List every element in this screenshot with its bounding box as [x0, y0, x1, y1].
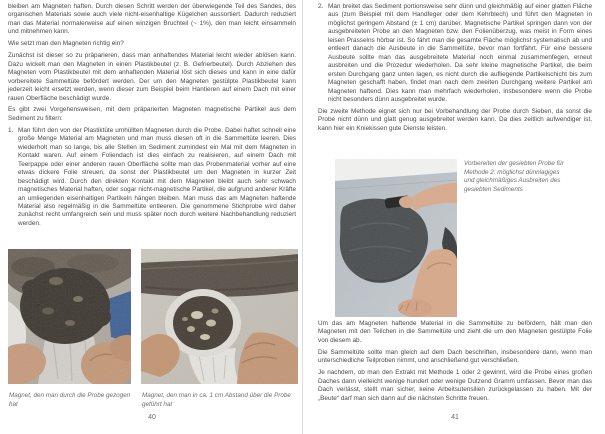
- photo-caption-distance: Magnet, den man in ca. 1 cm Abstand über die Probe geführt hat: [142, 392, 291, 408]
- photo-magnet-above-probe: [141, 249, 298, 384]
- list-text-2: Man breitet das Sediment portionsweise sehr dünn und gleichmäßig auf einer glatten Fläche aus (zum Beispiel mit dem Handfeger oder dem Kehrblech) und führt den Magneten in möglichst geringem Abstand (± 1 cm) darüber. Magnetische Partikel springen dann von der ausgebreiteten Probe an den Magneten bzw. den Folienüberzug, was meist in Form eines leisen Prasselns hörbar ist. So fährt man die gesamte Fläche möglichst systematisch ab und entleert danach die Ausbeute in die Sammeltüte, bevor man fortfährt. Für eine bessere Ausbeute sollte man das ausgebreitete Material noch einmal zusammenfegen, erneut ausbreiten und die Prozedur wiederholen. Da sehr kleine magnetische Partikel, die beim ersten Durchgang ganz unten lagen, es nicht durch die aufliegende Partikelschicht bis zum Magneten geschafft haben, findet man nach dem zweiten Durchgang weitere Partikel am Magneten haftend. Dies kann man mehrfach wiederholen, insbesondere wenn die Probe nicht besonders dünn ausgebreitet wurde.: [328, 3, 592, 103]
- para-second-method: Die zweite Methode eignet sich nur bei Vorbehandlung der Probe durch Sieben, da sonst die Probe nicht dünn und glatt genug ausgebreitet werden kann. Da dies zeitlich aufwendiger ist, kann hier ein Kniekissen gute Dienste leisten.: [318, 107, 592, 132]
- right-page-text-column: [318, 0, 592, 133]
- photo-spreading-sediment: [335, 159, 457, 317]
- list-text-1: Man führt den von der Plastiktüte umhüllten Magneten durch die Probe. Dabei haftet schnell eine große Menge Material am Magneten und man muss diesen oft in die Sammeltüte leeren. Dies wiederholt man so lange, bis alle Stellen im Sediment zumindest ein Mal mit dem Magneten in Kontakt waren. Auf einem Foliendach ist dies einfach zu realisieren, auf einem Dach mit Teerpappe oder einer anderen rauen Oberfläche sollte man das Probenmaterial vorher auf eine etwas dickere Folie streuen, da sonst der Plastikbeutel um den Magneten in kurzer Zeit beschädigt wird. Durch den direkten Kontakt mit dem Magneten bleibt auch sehr schwach magnetisches Material haften, oder sogar nicht-magnetische Partikel, die aufgrund anderer Kräfte an umliegenden eisenhaltigen Partikeln hängen bleiben. Man muss das am Magneten haftende Material also regelmäßig in die Sammeltüte entleeren. Die genommene Stichprobe wird daher zunächst recht umfangreich sein und muss später noch durch weitere Nachbehandlung reduziert werden.: [18, 126, 296, 227]
- page-40: [8, 0, 296, 434]
- list-number-2: 2.: [318, 3, 324, 10]
- question-heading: Wie setzt man den Magneten richtig ein?: [8, 40, 124, 48]
- para-labeling: Die Sammeltüte sollte man gleich auf dem Dach beschriften, insbesondere dann, wenn man unterschiedliche Teilproben nimmt, und anschließend gut verschließen.: [318, 348, 592, 365]
- photo-caption-spreading: Vorbereiten der gesiebten Probe für Methode 2: möglichst dünnlagiges und gleichmäßiges Ausbreiten des gesiebten Sediments: [464, 160, 564, 193]
- left-page-text-column: [8, 0, 296, 228]
- list-item-2: [318, 3, 592, 104]
- right-page-bottom-text: [318, 320, 592, 407]
- page-41: [318, 0, 592, 434]
- para-intro: bleiben am Magneten haften. Durch diesen Schritt werden der überwiegende Teil des Sandes, des organischen Materials sowie auch viele nicht-eisenhaltige Kügelchen aussortiert. Dadurch reduziert man das Material normalerweise auf einen winzigen Bruchteil (~ 1%), den man leicht einsammeln und mitnehmen kann.: [8, 3, 296, 36]
- photo-magnet-above-probe-illustration: [141, 249, 298, 384]
- para-two-methods: Es gibt zwei Vorgehensweisen, mit dem präparierten Magneten magnetische Partikel aus dem Sediment zu filtern:: [8, 106, 296, 122]
- list-item-1: [8, 127, 296, 228]
- photo-caption-pulled: Magnet, den man durch die Probe gezogen hat: [9, 392, 131, 408]
- photo-magnet-through-probe: [8, 249, 131, 384]
- list-number-1: 1.: [8, 126, 14, 134]
- photo-spreading-sediment-illustration: [335, 159, 457, 317]
- photo-magnet-through-probe-illustration: [8, 249, 131, 384]
- page-number-left: 40: [148, 414, 156, 421]
- para-transfer: Um das am Magneten haftende Material in die Sammeltüte zu befördern, hält man den Magneten mit den Teilchen in die Sammeltüte und zieht die um den Magneten gestülpte Folie von diesem ab.: [318, 320, 592, 344]
- page-number-right: 41: [451, 414, 459, 421]
- para-preparation: Zunächst ist dieser so zu präparieren, dass man anhaftendes Material leicht wieder ablösen kann. Dazu wickelt man den Magneten in einen Plastikbeutel (z. B. Gefrierbeutel). Durch Abziehen des Magneten vom Plastikbeutel mit dem anhaftenden Material löst sich dieses und kann in eine dafür vorbereitete Sammeltüte befördert werden. Der um den Magneten gestülpte Plastikbeutel kann jederzeit leicht ersetzt werden, wenn dieser zum Beispiel beim Hantieren auf einem Dach mit einer rauen Oberfläche beschädigt wurde.: [8, 52, 296, 102]
- para-yield: Je nachdem, ob man den Extrakt mit Methode 1 oder 2 gewinnt, wird die Probe eines großen Daches dann vielleicht wenige hundert oder wenige Dutzend Gramm umfassen. Bevor man das Dach verlässt, stellt man sicher, keine Arbeitsutensilien zurückgelassen zu haben. Mit der „Beute“ darf man sich dann auf die nächsten Schritte freuen.: [318, 369, 592, 402]
- page-divider: [302, 0, 303, 434]
